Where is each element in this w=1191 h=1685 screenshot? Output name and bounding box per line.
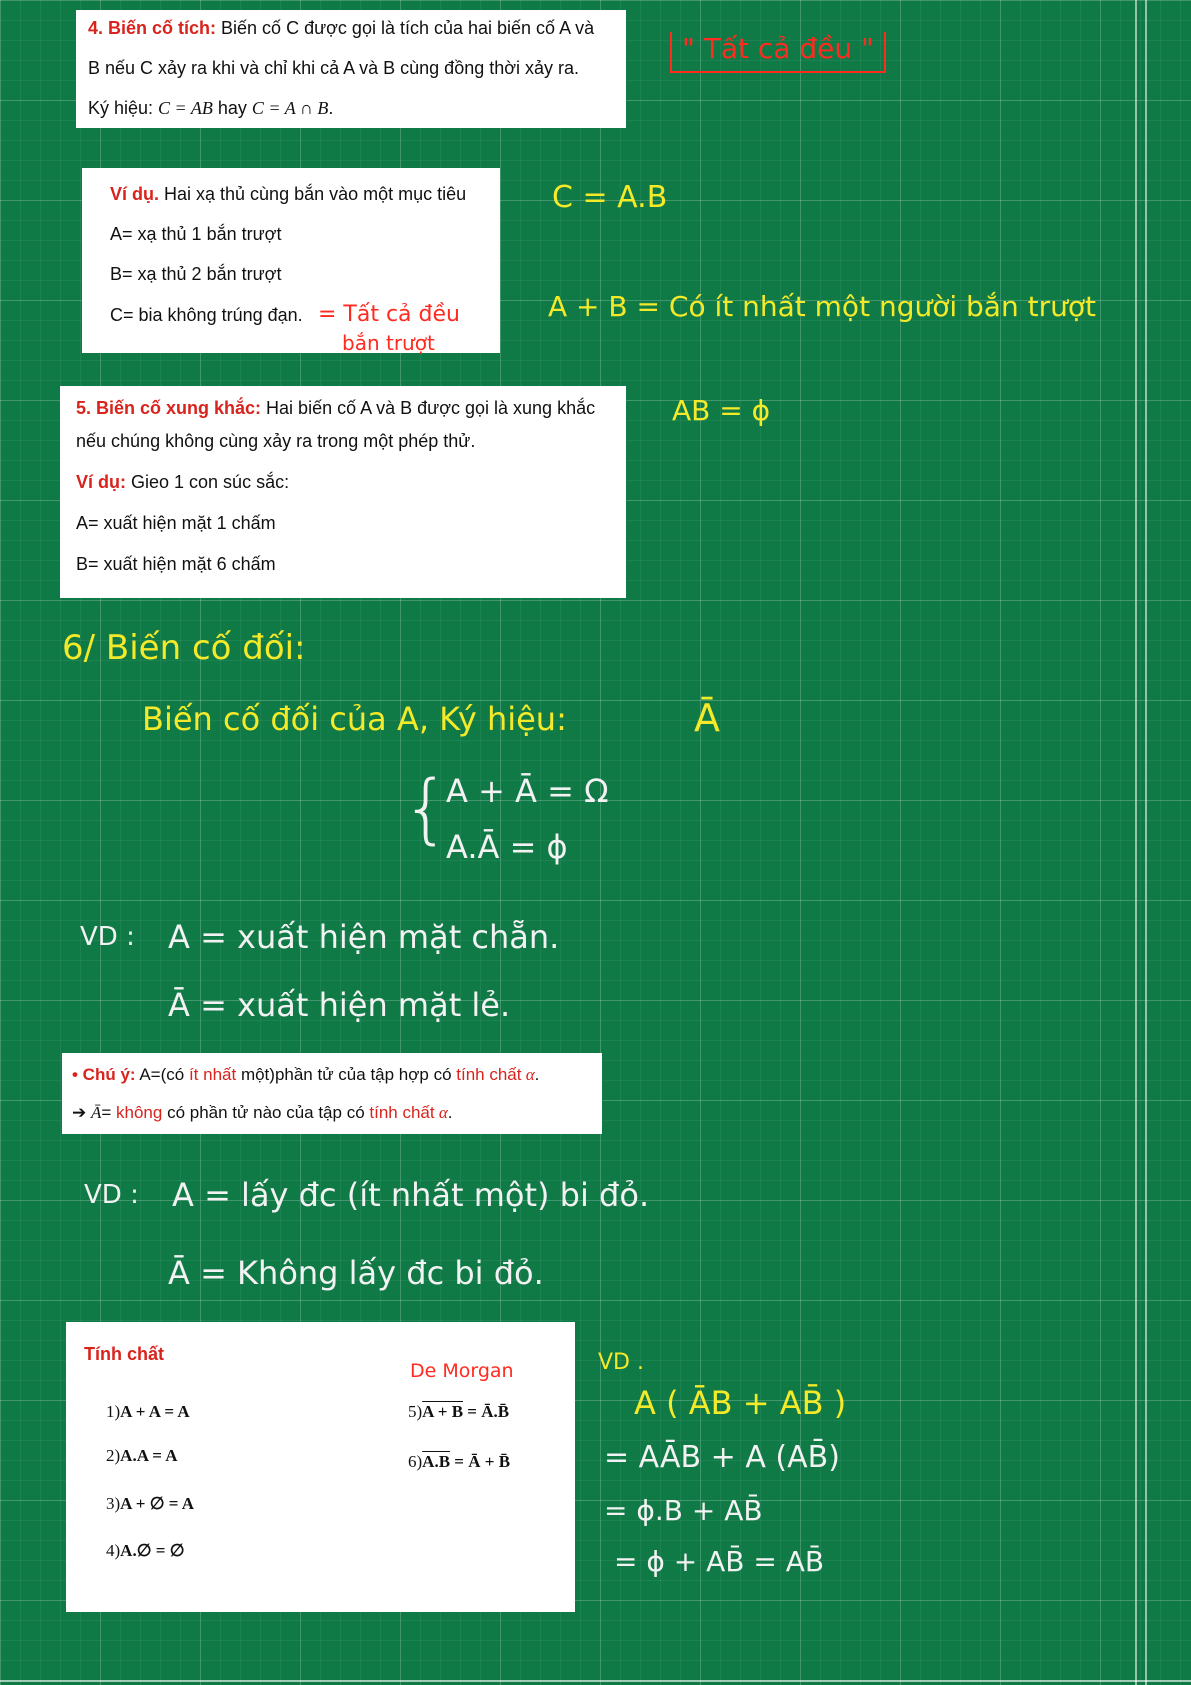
c-equals-ab: C = A.B — [552, 180, 668, 215]
note-line-2: ➔ Ā= không có phần tử nào của tập có tính chất α. — [72, 1103, 453, 1122]
property-1: 1)A + A = A — [106, 1402, 190, 1421]
definition-exclusive-box — [60, 386, 626, 598]
de-morgan-note: De Morgan — [410, 1360, 514, 1382]
all-quote-note: " Tất cả đều " — [670, 32, 886, 73]
note-box — [62, 1053, 602, 1134]
vd2-line-a: A = lấy đc (ít nhất một) bi đỏ. — [172, 1176, 650, 1214]
definition-product-box — [76, 10, 626, 128]
margin-line — [1135, 0, 1137, 1685]
margin-line — [1145, 0, 1147, 1685]
vd1-line-a: A = xuất hiện mặt chẵn. — [168, 918, 560, 956]
example-header: Ví dụ. Hai xạ thủ cùng bắn vào một mục tiêu — [110, 184, 467, 204]
exclusive-line-2: nếu chúng không cùng xảy ra trong một phép thử. — [76, 431, 476, 451]
property-5: 5)A + B = Ā.B̄ — [408, 1402, 510, 1421]
example-line-c: C= bia không trúng đạn. — [110, 305, 303, 325]
ab-empty: AB = ϕ — [672, 394, 771, 427]
system-brace: { — [402, 763, 451, 852]
vd2-label: VD : — [84, 1180, 139, 1210]
note-line-1: • Chú ý: A=(có ít nhất một)phần tử của tập hợp có tính chất α. — [72, 1065, 540, 1084]
section-6-title: 6/ Biến cố đối: — [62, 628, 306, 668]
example-line-b: B= xạ thủ 2 bắn trượt — [110, 264, 282, 284]
notation-line: Ký hiệu: C = AB hay C = A ∩ B. — [88, 98, 334, 118]
system-eq-2: A.Ā = ϕ — [446, 828, 568, 866]
example-line-a: A= xạ thủ 1 bắn trượt — [110, 224, 282, 244]
property-2: 2)A.A = A — [106, 1446, 178, 1465]
bottom-line — [0, 1680, 1191, 1682]
definition-line-2: B nếu C xảy ra khi và chỉ khi cả A và B cùng đồng thời xảy ra. — [88, 58, 580, 78]
exclusive-example-header: Ví dụ: Gieo 1 con súc sắc: — [76, 472, 290, 492]
property-4: 4)A.∅ = ∅ — [106, 1541, 185, 1560]
exclusive-line-b: B= xuất hiện mặt 6 chấm — [76, 554, 276, 574]
arrow-icon: ➔ — [72, 1103, 91, 1122]
property-3: 3)A + ∅ = A — [106, 1494, 195, 1513]
eq-line-4: = ϕ + AB̄ = AB̄ — [614, 1545, 825, 1578]
eq-line-3: = ϕ.B + AB̄ — [604, 1494, 763, 1527]
vd1-line-b: Ā = xuất hiện mặt lẻ. — [168, 986, 511, 1024]
system-eq-1: A + Ā = Ω — [446, 772, 609, 810]
exclusive-line-1: 5. Biến cố xung khắc: Hai biến cố A và B được gọi là xung khắc — [76, 398, 596, 418]
vd3-label: VD . — [598, 1350, 644, 1375]
vd2-line-b: Ā = Không lấy đc bi đỏ. — [168, 1254, 544, 1292]
properties-title: Tính chất — [84, 1344, 164, 1364]
eq-line-2: = AĀB + A (AB̄) — [604, 1440, 840, 1475]
exclusive-line-a: A= xuất hiện mặt 1 chấm — [76, 513, 276, 533]
section-6-abar: Ā — [694, 696, 720, 740]
property-6: 6)A.B = Ā + B̄ — [408, 1452, 511, 1471]
vd1-label: VD : — [80, 922, 135, 952]
definition-title: 4. Biến cố tích: — [88, 18, 217, 38]
red-note-line-1: = Tất cả đều — [318, 302, 460, 327]
a-plus-b-note: A + B = Có ít nhất một người bắn trượt — [548, 290, 1096, 323]
red-note-line-2: bắn trượt — [342, 331, 435, 355]
section-6-line: Biến cố đối của A, Ký hiệu: — [142, 700, 567, 738]
eq-line-1: A ( ĀB + AB̄ ) — [634, 1384, 847, 1422]
definition-line-1: 4. Biến cố tích: Biến cố C được gọi là tích của hai biến cố A và — [88, 18, 595, 38]
